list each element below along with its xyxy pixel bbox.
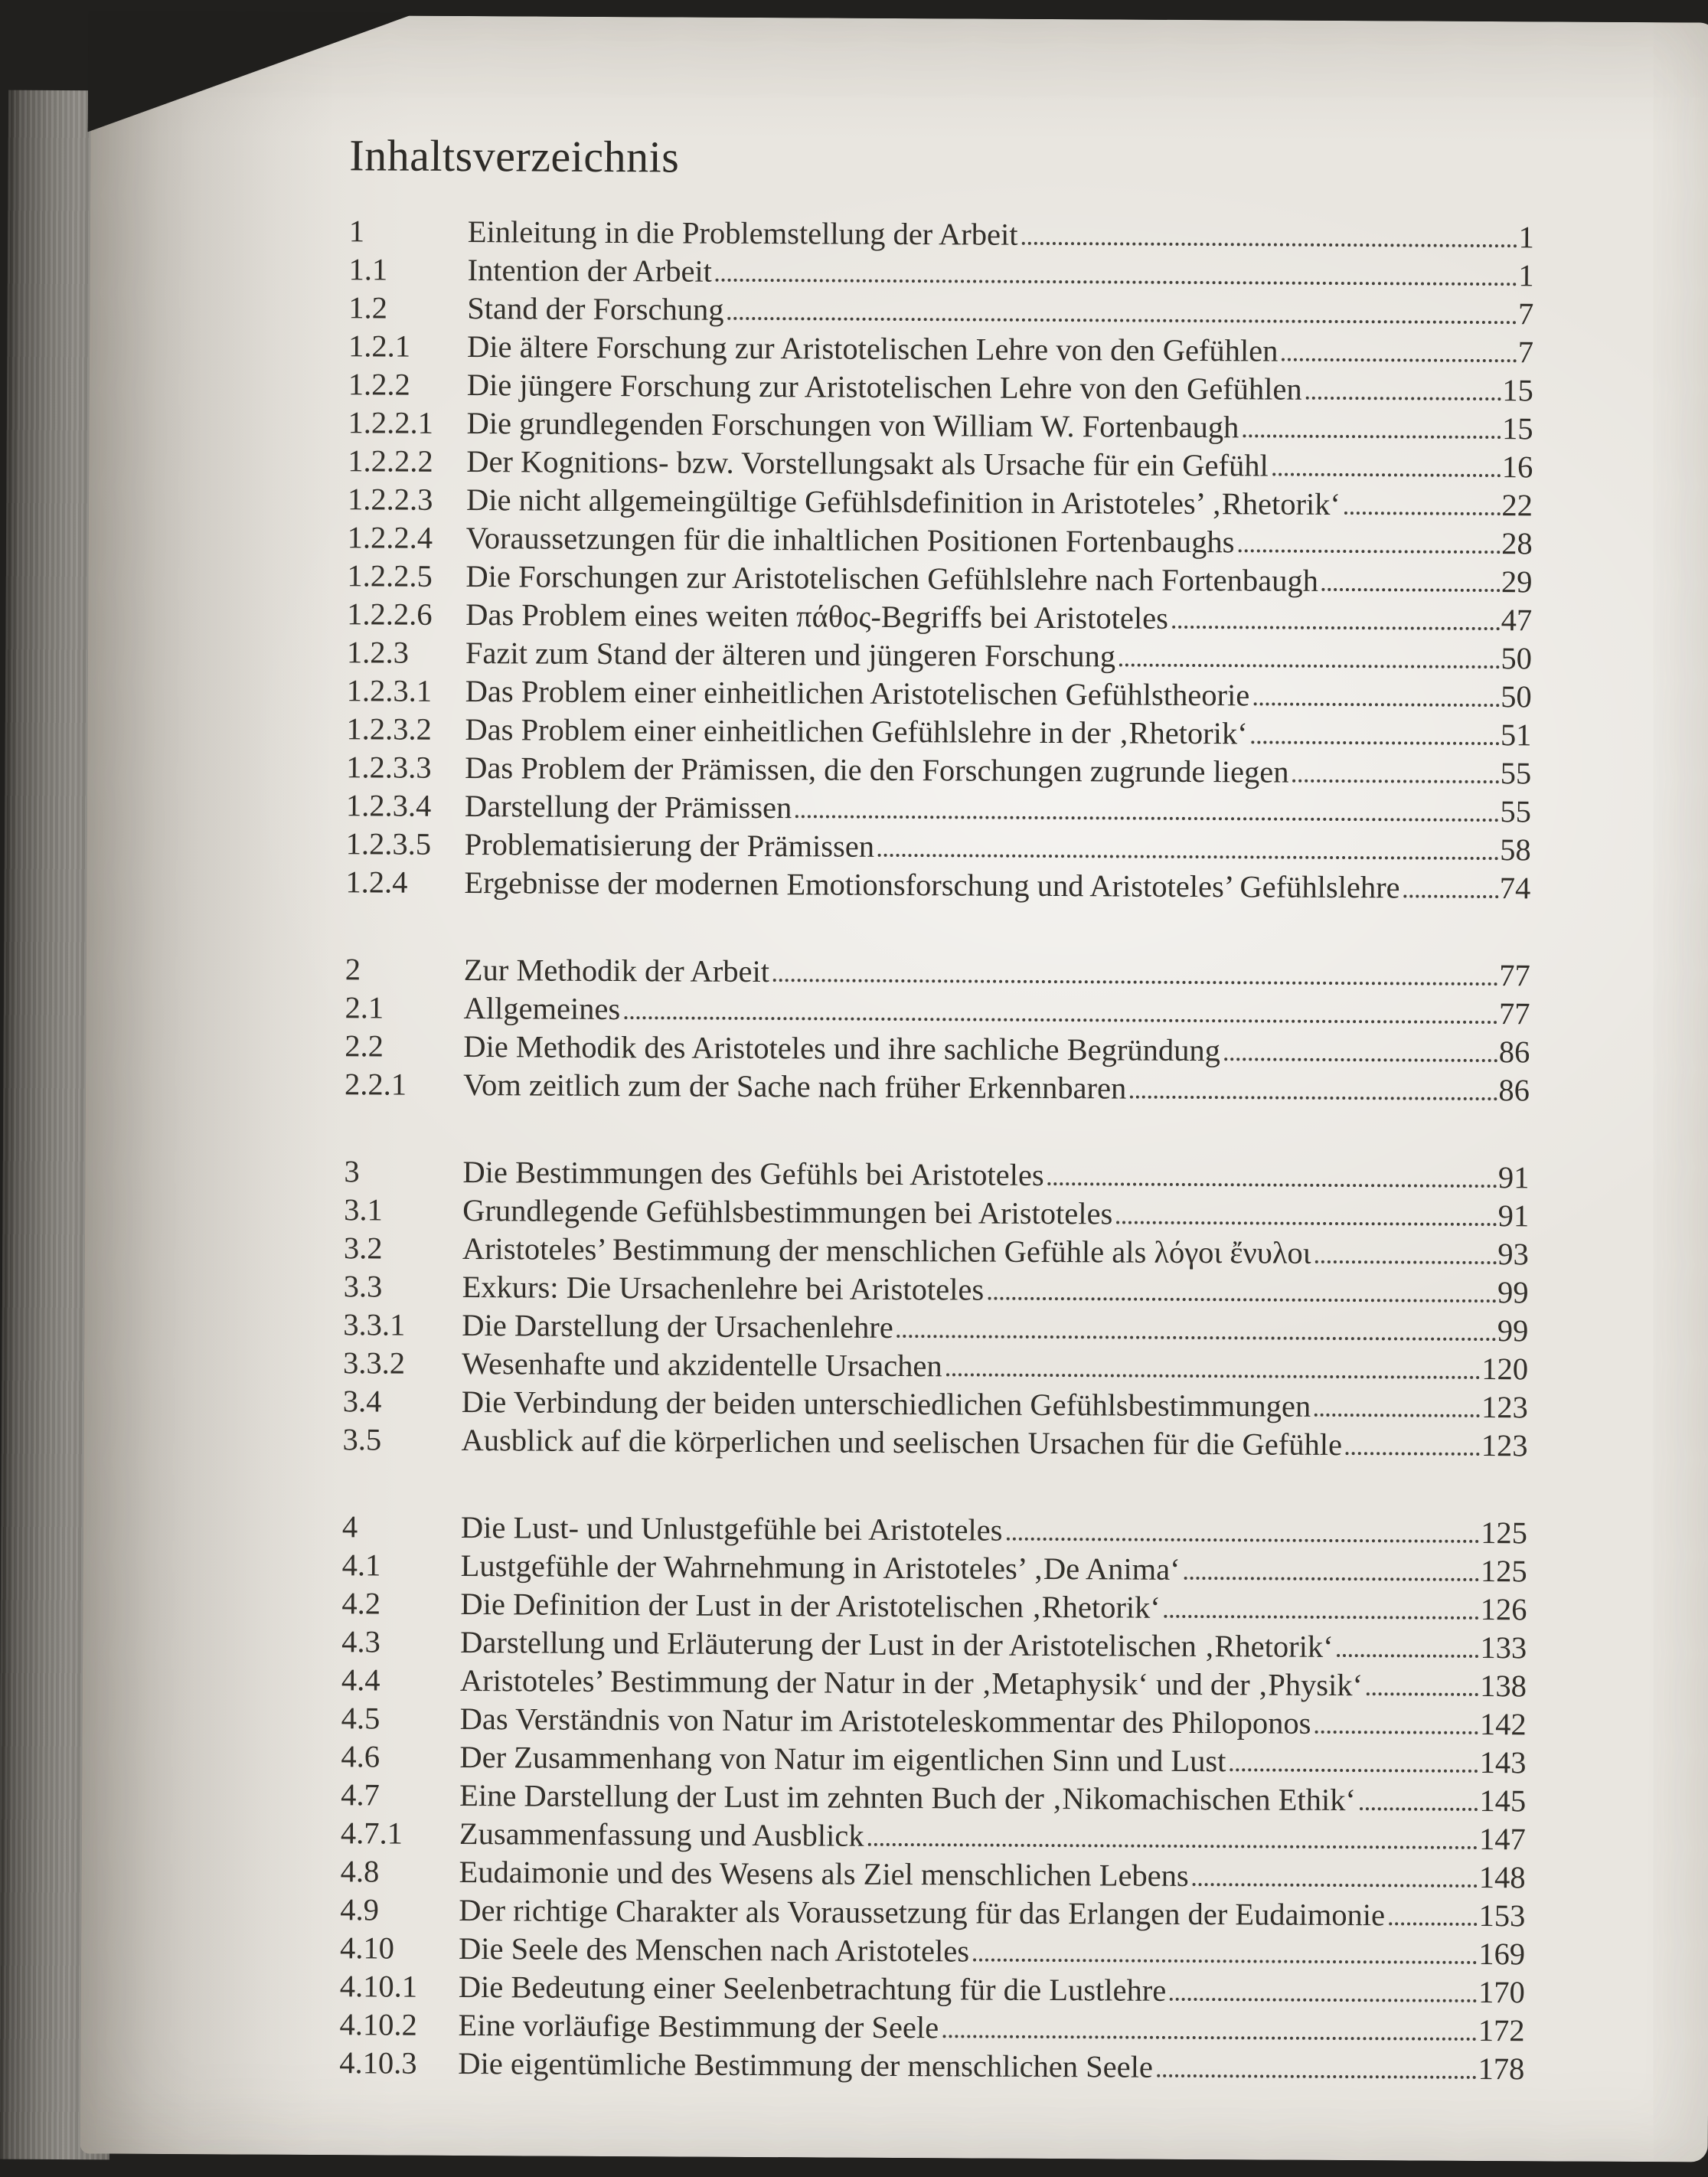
toc-entry-number: 1.2.2.5 (347, 557, 433, 593)
toc-entry-page: 51 (1500, 717, 1532, 753)
toc-leader-dots (1172, 626, 1500, 630)
toc-entry-title: Eudaimonie und des Wesens als Ziel menschlichen Lebens (459, 1854, 1189, 1893)
toc-entry-number: 3.3 (343, 1268, 383, 1304)
toc-entry-number: 4.9 (340, 1891, 380, 1927)
toc-leader-dots (1389, 1922, 1478, 1926)
toc-entry (341, 1623, 1527, 1667)
toc-leader-dots (1119, 663, 1499, 668)
toc-entry-number: 4.10.3 (339, 2045, 417, 2081)
toc-entry-page: 138 (1480, 1668, 1527, 1703)
toc-leader-dots (727, 316, 1517, 323)
toc-entry-title: Die ältere Forschung zur Aristotelischen Lehre von den Gefühlen (466, 329, 1279, 368)
toc-entry (345, 1065, 1530, 1110)
table-of-contents (339, 212, 1534, 2088)
toc-entry-page: 7 (1517, 296, 1534, 332)
toc-entry-number: 4.2 (341, 1585, 381, 1621)
toc-entry (340, 1929, 1525, 1973)
toc-entry-number: 3.2 (343, 1230, 383, 1266)
toc-entry-page: 99 (1497, 1274, 1529, 1309)
toc-leader-dots (1238, 549, 1500, 554)
toc-entry-number: 3.1 (344, 1191, 383, 1227)
toc-leader-dots (1116, 1221, 1496, 1226)
toc-leader-dots (1130, 1095, 1497, 1100)
toc-entry-title: Ergebnisse der modernen Emotionsforschung und Aristoteles’ Gefühlslehre (464, 865, 1400, 905)
toc-entry-page: 86 (1498, 1072, 1530, 1107)
toc-leader-dots (1272, 472, 1501, 477)
toc-entry (344, 1152, 1529, 1197)
toc-entry-page: 15 (1501, 410, 1533, 446)
toc-entry (347, 595, 1532, 639)
toc-entry (345, 1027, 1530, 1071)
toc-entry-number: 2.2.1 (344, 1066, 407, 1102)
toc-entry-title: Der Zusammenhang von Natur im eigentlichen Sinn und Lust (459, 1739, 1226, 1778)
toc-entry-title: Exkurs: Die Ursachenlehre bei Aristoteles (462, 1269, 985, 1307)
toc-entry-title: Eine Darstellung der Lust im zehnten Buch der ‚Nikomachischen Ethik‘ (459, 1777, 1357, 1817)
toc-entry-page: 55 (1500, 793, 1532, 829)
toc-entry-title: Die Verbindung der beiden unterschiedlichen Gefühlsbestimmungen (461, 1384, 1311, 1424)
toc-entry-page: 145 (1479, 1783, 1527, 1818)
toc-leader-dots (1170, 1998, 1477, 2002)
toc-entry-number: 1.2.4 (345, 864, 408, 900)
toc-entry-title: Voraussetzungen für die inhaltlichen Positionen Fortenbaughs (465, 520, 1235, 559)
toc-entry (341, 1814, 1526, 1858)
toc-entry-title: Eine vorläufige Bestimmung der Seele (458, 2007, 939, 2045)
toc-leader-dots (1193, 1883, 1478, 1888)
toc-entry-title: Das Verständnis von Natur im Aristoteleskommentar des Philoponos (459, 1701, 1311, 1741)
toc-entry-number: 1.2.2.4 (347, 519, 433, 555)
toc-entry-page: 7 (1517, 334, 1534, 370)
toc-entry (341, 1852, 1526, 1897)
toc-entry-title: Einleitung in die Problemstellung der Arbeit (467, 214, 1018, 252)
toc-entry (342, 1420, 1527, 1465)
toc-entry-page: 93 (1497, 1236, 1529, 1271)
toc-entry (342, 1546, 1527, 1590)
toc-entry (345, 989, 1530, 1033)
toc-entry-number: 1.2.3 (346, 634, 410, 670)
toc-entry-title: Fazit zum Stand der älteren und jüngeren Forschung (465, 635, 1116, 674)
toc-leader-dots (973, 1958, 1477, 1963)
toc-entry-number: 4 (341, 1509, 358, 1544)
toc-entry (339, 2044, 1524, 2088)
toc-leader-dots (1306, 396, 1501, 400)
toc-leader-dots (1360, 1807, 1478, 1811)
toc-entry (346, 710, 1531, 754)
toc-leader-dots (773, 979, 1497, 986)
toc-entry (341, 1737, 1526, 1782)
toc-leader-dots (1157, 2074, 1477, 2078)
toc-leader-dots (1367, 1692, 1478, 1696)
toc-entry-number: 1.2.3.1 (346, 672, 433, 708)
toc-section (345, 950, 1530, 1110)
toc-entry-page: 133 (1480, 1629, 1527, 1665)
toc-entry-number: 1.2.2 (348, 366, 410, 402)
toc-leader-dots (868, 1842, 1478, 1848)
toc-entry (341, 1661, 1527, 1705)
toc-entry-title: Stand der Forschung (467, 290, 724, 327)
toc-entry-number: 4.10.1 (339, 1968, 418, 2004)
toc-entry-number: 1.2.3.3 (346, 749, 432, 785)
toc-entry (348, 518, 1533, 563)
toc-leader-dots (897, 1335, 1496, 1341)
toc-leader-dots (1346, 1452, 1480, 1456)
toc-entry-page: 15 (1502, 372, 1533, 408)
toc-leader-dots (1230, 1768, 1478, 1773)
toc-entry-title: Wesenhafte und akzidentelle Ursachen (461, 1345, 942, 1383)
toc-leader-dots (1282, 358, 1516, 362)
toc-entry (343, 1306, 1528, 1350)
toc-entry-number: 4.4 (341, 1662, 380, 1698)
toc-entry-title: Aristoteles’ Bestimmung der Natur in der ‚Metaphysik‘ und der ‚Physik‘ (459, 1662, 1363, 1702)
toc-entry-number: 4.1 (341, 1547, 381, 1583)
toc-leader-dots (1315, 1260, 1497, 1264)
toc-entry (348, 327, 1533, 371)
toc-entry-title: Das Problem eines weiten πάθος-Begriffs bei Aristoteles (465, 597, 1169, 636)
toc-entry-number: 3.3.2 (342, 1345, 406, 1381)
toc-entry-title: Zur Methodik der Arbeit (463, 952, 770, 989)
toc-entry-title: Grundlegende Gefühlsbestimmungen bei Aristoteles (462, 1192, 1113, 1231)
toc-entry-title: Das Problem einer einheitlichen Aristotelischen Gefühlstheorie (465, 673, 1250, 713)
toc-entry-title: Ausblick auf die körperlichen und seelischen Ursachen für die Gefühle (461, 1422, 1343, 1462)
toc-entry-page: 1 (1518, 219, 1534, 255)
page-title: Inhaltsverzeichnis (349, 130, 680, 182)
toc-entry-page: 123 (1481, 1389, 1528, 1424)
toc-entry-title: Die nicht allgemeingültige Gefühlsdefinition in Aristoteles’ ‚Rhetorik‘ (465, 482, 1341, 521)
toc-entry (344, 1267, 1529, 1312)
gutter-shadow (80, 14, 337, 2155)
toc-leader-dots (1224, 1057, 1497, 1062)
toc-entry-number: 1.2 (348, 289, 388, 325)
toc-leader-dots (946, 1373, 1481, 1379)
toc-entry-number: 1.2.2.2 (348, 443, 433, 479)
toc-entry (339, 2005, 1524, 2050)
toc-entry-number: 4.6 (341, 1738, 380, 1774)
toc-entry-number: 2.2 (345, 1028, 384, 1064)
toc-entry (348, 480, 1533, 525)
toc-entry-title: Das Problem der Prämissen, die den Forschungen zugrunde liegen (465, 750, 1289, 789)
toc-entry (348, 250, 1533, 295)
toc-entry (347, 672, 1532, 716)
toc-entry-page: 77 (1498, 995, 1530, 1031)
toc-entry (343, 1382, 1528, 1427)
toc-entry-number: 1.2.3.4 (345, 787, 432, 823)
toc-leader-dots (1048, 1182, 1497, 1188)
toc-entry-title: Das Problem einer einheitlichen Gefühlslehre in der ‚Rhetorik‘ (465, 711, 1248, 751)
page-corner-shadow (88, 11, 418, 133)
toc-entry-page: 58 (1500, 832, 1531, 868)
toc-entry-page: 125 (1481, 1515, 1528, 1550)
toc-leader-dots (1322, 588, 1500, 592)
book-page (80, 14, 1708, 2162)
toc-entry (346, 786, 1531, 831)
toc-leader-dots (795, 815, 1498, 822)
toc-entry-page: 1 (1518, 257, 1534, 293)
toc-entry (346, 748, 1531, 793)
toc-entry-number: 4.10 (339, 1930, 395, 1966)
toc-entry-page: 125 (1480, 1553, 1527, 1588)
toc-entry-page: 22 (1501, 487, 1533, 523)
toc-entry-page: 148 (1478, 1859, 1526, 1894)
toc-entry (348, 289, 1533, 333)
toc-entry-number: 1.2.2.6 (347, 596, 433, 632)
toc-leader-dots (1314, 1414, 1480, 1417)
toc-entry-number: 1.1 (348, 251, 388, 287)
toc-entry-number: 1.2.1 (348, 328, 411, 364)
toc-leader-dots (1253, 702, 1499, 707)
toc-entry-title: Die Methodik des Aristoteles und ihre sachliche Begründung (463, 1028, 1221, 1067)
toc-entry (341, 1699, 1527, 1744)
toc-entry-title: Die Forschungen zur Aristotelischen Gefühlslehre nach Fortenbaugh (465, 558, 1319, 598)
toc-entry-title: Die Bestimmungen des Gefühls bei Aristoteles (462, 1154, 1044, 1192)
toc-entry-title: Darstellung der Prämissen (464, 788, 792, 825)
toc-entry-title: Die eigentümliche Bestimmung der menschlichen Seele (458, 2045, 1154, 2084)
toc-entry-page: 86 (1498, 1034, 1530, 1069)
toc-entry (341, 1776, 1526, 1820)
toc-entry (342, 1508, 1527, 1552)
toc-entry-page: 143 (1479, 1744, 1527, 1780)
toc-entry-title: Darstellung und Erläuterung der Lust in der Aristotelischen ‚Rhetorik‘ (460, 1624, 1334, 1664)
toc-leader-dots (878, 854, 1498, 860)
toc-entry-number: 4.5 (341, 1700, 380, 1736)
toc-entry-title: Die Darstellung der Ursachenlehre (462, 1307, 893, 1345)
toc-entry-number: 1.2.3.5 (345, 825, 432, 861)
toc-entry (344, 1229, 1529, 1273)
toc-entry-page: 77 (1499, 957, 1530, 992)
toc-entry (345, 950, 1530, 995)
toc-entry-title: Der richtige Charakter als Voraussetzung für das Erlangen der Eudaimonie (459, 1892, 1386, 1933)
toc-entry-number: 4.7 (341, 1777, 380, 1813)
toc-leader-dots (1344, 512, 1501, 515)
toc-entry (347, 557, 1532, 601)
toc-entry-page: 126 (1480, 1591, 1527, 1626)
toc-entry-page: 50 (1501, 678, 1532, 714)
toc-entry-page: 50 (1501, 640, 1533, 676)
toc-leader-dots (1164, 1615, 1479, 1620)
toc-leader-dots (1292, 779, 1498, 783)
toc-entry-title: Die Definition der Lust in der Aristotelischen ‚Rhetorik‘ (460, 1586, 1161, 1625)
toc-leader-dots (1404, 894, 1498, 898)
toc-entry-number: 1.2.3.2 (346, 711, 432, 747)
toc-entry-number: 2 (345, 951, 361, 986)
toc-entry-page: 172 (1478, 2012, 1525, 2048)
toc-leader-dots (942, 2035, 1477, 2041)
toc-entry-page: 178 (1478, 2051, 1525, 2086)
toc-entry-number: 1 (348, 213, 365, 249)
toc-leader-dots (1314, 1731, 1478, 1734)
toc-entry-title: Intention der Arbeit (467, 252, 713, 289)
toc-entry-number: 4.10.2 (339, 2006, 417, 2042)
toc-entry-number: 3.5 (342, 1421, 382, 1457)
toc-entry-title: Allgemeines (463, 990, 621, 1026)
toc-entry-number: 4.7.1 (340, 1815, 403, 1851)
toc-entry-page: 120 (1481, 1351, 1529, 1386)
toc-entry (348, 442, 1533, 486)
toc-entry-title: Problematisierung der Prämissen (464, 826, 875, 864)
toc-entry-page: 123 (1481, 1427, 1528, 1463)
toc-entry-number: 3.4 (342, 1383, 382, 1419)
toc-entry-title: Die jüngere Forschung zur Aristotelischen Lehre von den Gefühlen (466, 367, 1302, 407)
toc-entry (349, 212, 1534, 257)
toc-leader-dots (1337, 1654, 1479, 1658)
toc-entry (344, 1191, 1529, 1235)
page-content (339, 130, 1534, 2088)
toc-entry-number: 3 (344, 1153, 360, 1188)
toc-entry-page: 29 (1501, 564, 1533, 600)
toc-leader-dots (1022, 242, 1517, 247)
toc-leader-dots (716, 278, 1517, 285)
toc-leader-dots (1006, 1537, 1479, 1542)
toc-entry-number: 1.2.2.1 (348, 404, 434, 440)
toc-entry-page: 147 (1479, 1821, 1526, 1856)
toc-entry-title: Der Kognitions- bzw. Vorstellungsakt als Ursache für ein Gefühl (466, 443, 1269, 483)
toc-entry-title: Aristoteles’ Bestimmung der menschlichen Gefühle als λόγοι ἔνυλοι (462, 1231, 1311, 1270)
toc-entry-page: 28 (1501, 525, 1533, 561)
toc-leader-dots (1184, 1577, 1479, 1581)
toc-entry (341, 1584, 1527, 1629)
toc-section (345, 212, 1534, 907)
toc-leader-dots (624, 1016, 1497, 1024)
toc-section (342, 1152, 1529, 1465)
toc-entry-number: 4.3 (341, 1623, 380, 1659)
toc-entry-title: Lustgefühle der Wahrnehmung in Aristoteles’ ‚De Anima‘ (460, 1548, 1181, 1587)
toc-entry-page: 99 (1497, 1312, 1529, 1348)
toc-entry (348, 365, 1533, 410)
toc-entry-page: 55 (1500, 755, 1532, 791)
toc-entry-title: Zusammenfassung und Ausblick (459, 1816, 864, 1853)
toc-entry (347, 633, 1532, 678)
toc-entry-number: 3.3.1 (343, 1306, 406, 1342)
toc-entry-number: 4.8 (340, 1853, 380, 1889)
toc-entry-title: Die grundlegenden Forschungen von William W. Fortenbaugh (466, 405, 1239, 444)
toc-entry-page: 74 (1499, 870, 1531, 905)
toc-entry (348, 404, 1533, 448)
toc-entry-page: 47 (1501, 602, 1533, 638)
toc-leader-dots (988, 1296, 1496, 1302)
toc-entry (346, 825, 1531, 869)
toc-entry-title: Vom zeitlich zum der Sache nach früher Erkennbaren (462, 1067, 1127, 1106)
toc-entry-page: 142 (1479, 1706, 1527, 1741)
toc-entry (340, 1967, 1525, 2012)
toc-entry-title: Die Seele des Menschen nach Aristoteles (458, 1930, 970, 1969)
toc-leader-dots (1252, 740, 1499, 745)
toc-entry-number: 1.2.2.3 (347, 481, 433, 517)
toc-entry-page: 91 (1497, 1198, 1530, 1233)
toc-section (339, 1508, 1527, 2088)
toc-entry-page: 91 (1497, 1159, 1530, 1195)
toc-entry-number: 2.1 (345, 989, 384, 1025)
toc-entry (340, 1891, 1525, 1935)
toc-entry-page: 153 (1478, 1898, 1526, 1933)
toc-leader-dots (1243, 434, 1501, 439)
toc-entry-page: 169 (1478, 1936, 1526, 1971)
toc-entry (345, 863, 1530, 907)
toc-entry-title: Die Bedeutung einer Seelenbetrachtung für die Lustlehre (458, 1969, 1167, 2008)
toc-entry-title: Die Lust- und Unlustgefühle bei Aristoteles (460, 1509, 1003, 1548)
toc-entry-page: 16 (1501, 449, 1533, 485)
toc-entry (343, 1344, 1528, 1388)
toc-entry-page: 170 (1478, 1974, 1525, 2009)
